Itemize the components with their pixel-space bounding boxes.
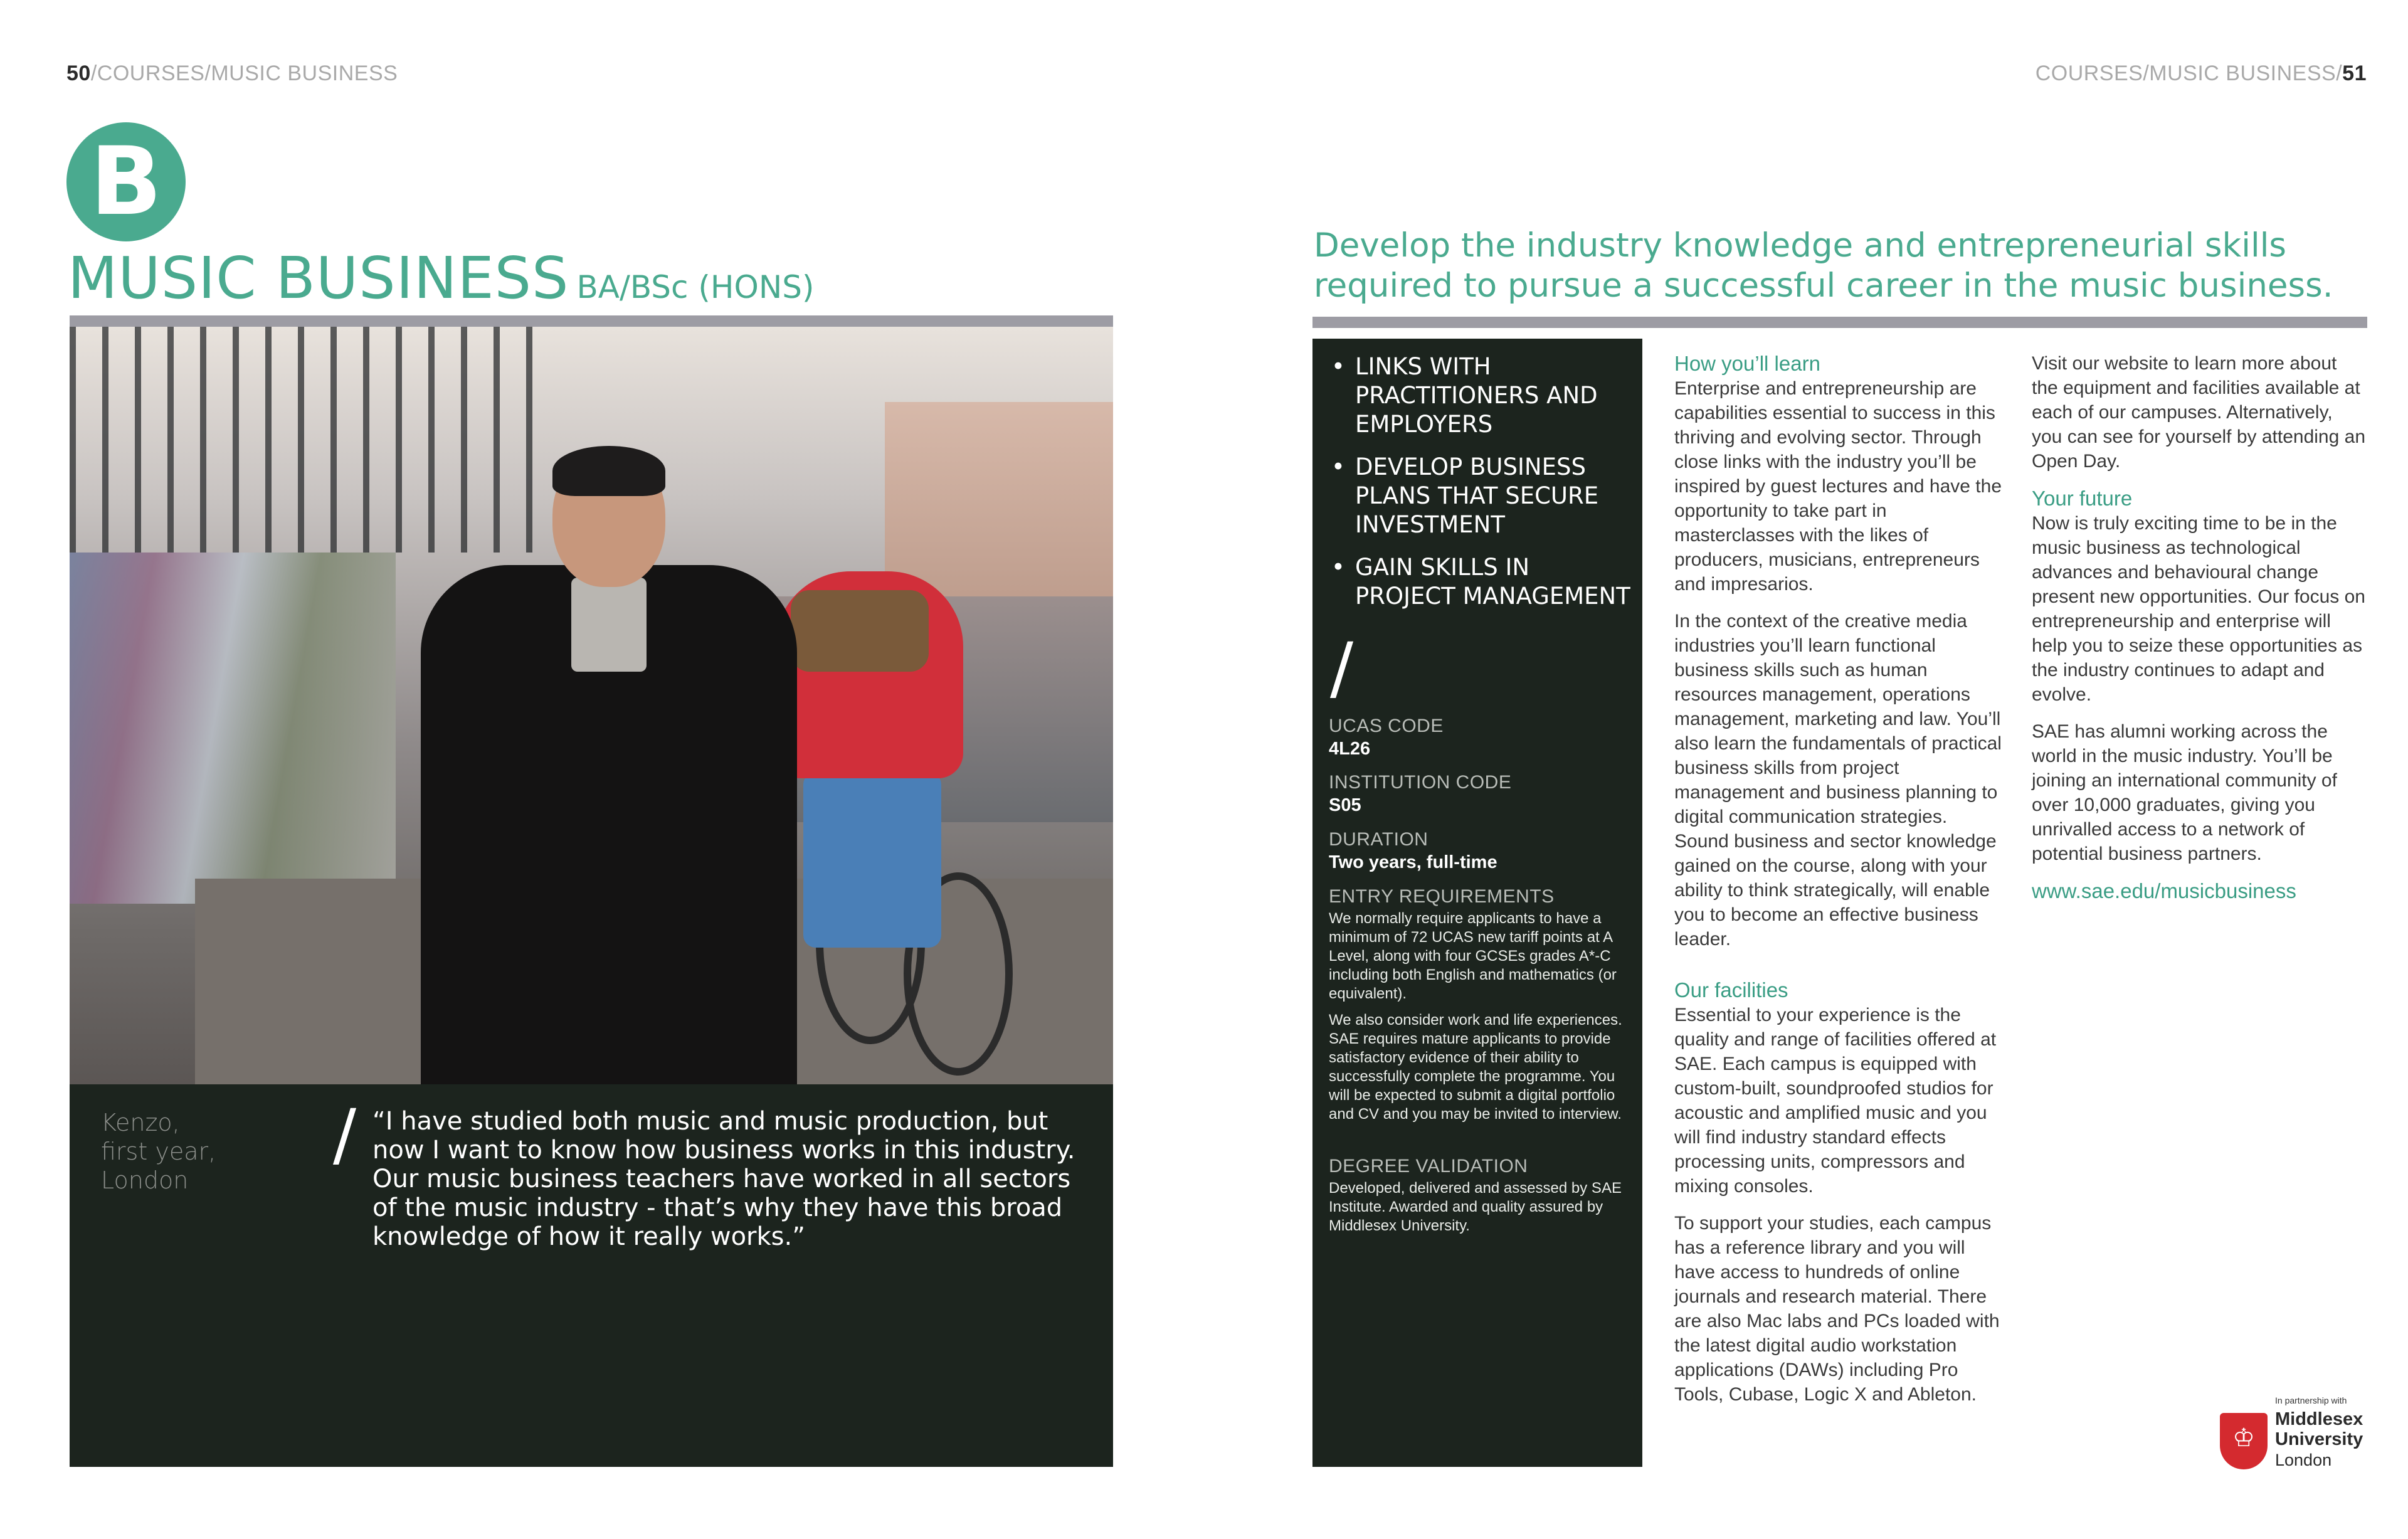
left-running-header	[66, 61, 398, 86]
entry-requirements-text-2: We also consider work and life experiences. SAE requires mature applicants to provide satisfactory evidence of their ability to successfully complete the programme. You will be expected to submit a digital portfolio and CV and you may be invited to interview.	[1329, 1012, 1622, 1123]
left-section-path: /COURSES/MUSIC BUSINESS	[90, 61, 398, 85]
course-headline: Develop the industry knowledge and entrepreneurial skills required to pursue a successful career in the music business.	[1314, 226, 2333, 305]
degree-validation-text: Developed, delivered and assessed by SAE Institute. Awarded and quality assured by Middlesex University.	[1329, 1180, 1622, 1234]
degree-validation-block	[1329, 1155, 1636, 1235]
how-you-learn-heading: How you’ll learn	[1674, 352, 1820, 375]
info-slash-mark: /	[1330, 628, 1354, 708]
left-page-number: 50	[66, 61, 91, 85]
your-future-heading: Your future	[2032, 487, 2133, 510]
institution-code-value: S05	[1329, 795, 1361, 815]
quote-slash-mark: /	[333, 1094, 357, 1175]
photo-fence	[70, 327, 546, 553]
duration-value: Two years, full-time	[1329, 852, 1497, 872]
photo-graffiti-wall	[70, 553, 396, 904]
future-paragraph: SAE has alumni working across the world in the music industry. You’ll be joining an international community of over 10,000 graduates, giving you unrivalled access to a network of potential business partners.	[2032, 721, 2337, 864]
course-website-link[interactable]: www.sae.edu/musicbusiness	[2032, 879, 2296, 902]
right-page-number: 51	[2342, 61, 2367, 85]
right-divider-bar	[1312, 317, 2367, 328]
attribution-name: Kenzo,	[101, 1109, 180, 1136]
how-you-learn-paragraph: In the context of the creative media industries you’ll learn functional business skills such as human resources management, operations management, marketing and law. You’ll also learn the fundamentals of practical business skills from project management and business planning to digital communication strategies. Sound business and sector knowledge gained on the course, along with your ability to think strategically, will enable you to become an effective business leader.	[1674, 611, 2002, 949]
course-info-panel	[1312, 339, 1642, 1467]
highlights-list	[1329, 352, 1636, 625]
student-photo	[70, 327, 1113, 1084]
course-award: BA/BSc (HONS)	[576, 269, 815, 305]
left-divider-bar	[70, 315, 1113, 327]
future-paragraph: Now is truly exciting time to be in the music business as technological advances and behavioural change present new opportunities. Our focus on entrepreneurship and enterprise will help you to seize these opportunities as the industry continues to adapt and evolve.	[2032, 513, 2365, 705]
attribution-year: first year,	[101, 1138, 216, 1165]
ucas-code-block	[1329, 715, 1636, 760]
course-logo-letter: B	[90, 127, 162, 236]
photo-student-scarf	[571, 578, 647, 672]
partner-tagline: In partnership with	[2275, 1395, 2347, 1405]
entry-requirements-block	[1329, 886, 1636, 1124]
photo-student-hair	[552, 446, 665, 496]
our-facilities-heading: Our facilities	[1674, 978, 1788, 1002]
website-note: Visit our website to learn more about the equipment and facilities available at each of our campuses. Alternatively, you can see for yourself by attending an Open Day.	[2032, 353, 2366, 472]
highlight-item: • LINKS WITH PRACTITIONERS AND EMPLOYERS	[1329, 352, 1636, 439]
middlesex-partner-logo	[2220, 1395, 2370, 1471]
body-column-1	[1674, 351, 2007, 1419]
partner-name	[2275, 1409, 2363, 1449]
partner-name-line-2: University	[2275, 1429, 2363, 1449]
student-quote-box	[70, 1084, 1113, 1467]
institution-code-block	[1329, 771, 1636, 817]
ucas-code-value: 4L26	[1329, 739, 1371, 759]
right-running-header	[2036, 61, 2367, 86]
course-title	[68, 245, 814, 312]
facilities-paragraph: To support your studies, each campus has a reference library and you will have access to hundreds of online journals and research material. There are also Mac labs and PCs loaded with the latest digital audio workstation applications (DAWs) including Pro Tools, Cubase, Logic X and Ableton.	[1674, 1213, 2000, 1405]
right-section-path: COURSES/MUSIC BUSINESS/	[2035, 61, 2343, 85]
attribution-city: London	[101, 1166, 189, 1194]
highlight-item: • DEVELOP BUSINESS PLANS THAT SECURE INVESTMENT	[1329, 453, 1636, 539]
partner-name-line-1: Middlesex	[2275, 1409, 2363, 1429]
body-column-2	[2032, 351, 2367, 904]
how-you-learn-paragraph: Enterprise and entrepreneurship are capabilities essential to success in this thriving and evolving sector. Through close links with the industry you’ll be inspired by guest lectures and have the opportunity to take part in masterclasses with the likes of producers, musicians, entrepreneurs and impresarios.	[1674, 378, 2002, 595]
middlesex-shield-icon: ♔	[2220, 1413, 2268, 1469]
quote-text: “I have studied both music and music production, but now I want to know how business works in this industry. Our music business teachers have worked in all sectors of the music industry - that’s why they have this broad knowledge of how it really works.”	[372, 1107, 1075, 1251]
photo-cyclist-legs	[803, 772, 941, 948]
partner-city: London	[2275, 1451, 2332, 1469]
course-logo	[66, 122, 186, 241]
entry-requirements-text: We normally require applicants to have a minimum of 72 UCAS new tariff points at A Level, along with four GCSEs grades A*-C including both English and mathematics (or equivalent).	[1329, 910, 1617, 1002]
institution-code-label: INSTITUTION CODE	[1329, 772, 1512, 793]
degree-validation-label: DEGREE VALIDATION	[1329, 1156, 1528, 1177]
duration-label: DURATION	[1329, 829, 1428, 850]
highlight-item: • GAIN SKILLS IN PROJECT MANAGEMENT	[1329, 553, 1636, 611]
photo-cyclist-bag	[791, 590, 929, 672]
ucas-code-label: UCAS CODE	[1329, 716, 1444, 736]
entry-requirements-label: ENTRY REQUIREMENTS	[1329, 886, 1555, 907]
facilities-paragraph: Essential to your experience is the quality and range of facilities offered at SAE. Each campus is equipped with custom-built, soundproofed studios for acoustic and amplified music and you will find industry standard effects processing units, compressors and mixing consoles.	[1674, 1005, 1997, 1197]
duration-block	[1329, 828, 1636, 874]
quote-attribution	[101, 1108, 216, 1195]
course-name: MUSIC BUSINESS	[68, 245, 569, 312]
